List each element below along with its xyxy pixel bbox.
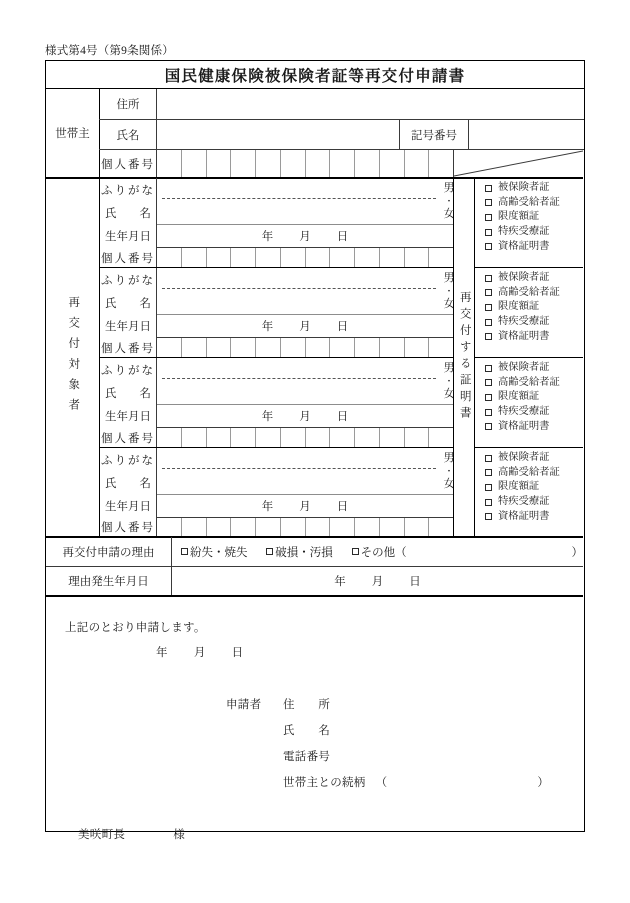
cert-label: 資格証明書 bbox=[498, 240, 550, 252]
reason-options[interactable] bbox=[172, 537, 583, 566]
subject-3-gender-selector[interactable] bbox=[438, 362, 460, 408]
reason-option-label: 破損・汚損 bbox=[275, 546, 333, 559]
applicant-address-label: 住 所 bbox=[283, 699, 331, 711]
declaration-month-label: 月 bbox=[193, 647, 206, 659]
householder-section-label: 世帯主 bbox=[55, 128, 90, 140]
cert-option[interactable] bbox=[485, 451, 583, 466]
my-number-cell[interactable] bbox=[330, 428, 355, 447]
checkbox-icon[interactable] bbox=[485, 199, 492, 206]
reason-option-label: その他 bbox=[360, 546, 396, 559]
cert-label: 資格証明書 bbox=[498, 510, 550, 522]
declaration-date[interactable] bbox=[156, 644, 243, 660]
relation-paren-open: （ bbox=[375, 777, 388, 789]
cert-label: 高齢受給者証 bbox=[498, 196, 560, 208]
my-number-cell[interactable] bbox=[330, 150, 355, 177]
reason-option-lost[interactable] bbox=[181, 544, 248, 560]
my-number-cell[interactable] bbox=[182, 428, 207, 447]
subject-4-name-label: 氏 名 bbox=[105, 478, 151, 490]
my-number-cell[interactable] bbox=[182, 518, 207, 536]
my-number-cell[interactable] bbox=[355, 518, 380, 536]
subject-2-certificates[interactable] bbox=[476, 268, 583, 358]
cert-label: 資格証明書 bbox=[498, 420, 550, 432]
my-number-cell[interactable] bbox=[182, 338, 207, 357]
subject-2-furigana-label: ふりがな bbox=[101, 275, 155, 287]
gender-female[interactable]: 女 bbox=[443, 388, 455, 400]
cert-label: 高齢受給者証 bbox=[498, 376, 560, 388]
subject-1-gender-selector[interactable] bbox=[438, 182, 460, 228]
applicant-phone-value[interactable] bbox=[356, 748, 571, 764]
certificate-section-label: 再交付する証明書 bbox=[458, 291, 471, 423]
cert-option[interactable] bbox=[485, 286, 583, 301]
my-number-cell[interactable] bbox=[256, 518, 281, 536]
cert-label: 資格証明書 bbox=[498, 330, 550, 342]
form-number: 様式第4号（第9条関係） bbox=[45, 45, 174, 57]
checkbox-icon[interactable] bbox=[485, 365, 492, 372]
my-number-cell[interactable] bbox=[405, 248, 430, 267]
my-number-cell[interactable] bbox=[207, 248, 232, 267]
cert-option[interactable] bbox=[485, 509, 583, 524]
my-number-cell[interactable] bbox=[380, 248, 405, 267]
subject-1-my-number-grid[interactable] bbox=[157, 248, 453, 267]
my-number-cell[interactable] bbox=[330, 518, 355, 536]
reason-option-label: 紛失・焼失 bbox=[190, 546, 248, 559]
my-number-cell[interactable] bbox=[207, 518, 232, 536]
householder-symbol-number-value[interactable] bbox=[469, 120, 583, 149]
checkbox-icon[interactable] bbox=[352, 548, 359, 555]
subject-3-birthdate-label: 生年月日 bbox=[105, 411, 151, 423]
my-number-cell[interactable] bbox=[281, 338, 306, 357]
cert-label: 被保険者証 bbox=[498, 452, 550, 464]
checkbox-icon[interactable] bbox=[485, 484, 492, 491]
subject-4-birthdate-label: 生年月日 bbox=[105, 501, 151, 513]
checkbox-icon[interactable] bbox=[485, 333, 492, 340]
subject-2-birthdate-label: 生年月日 bbox=[105, 321, 151, 333]
subject-4-my-number-label: 個人番号 bbox=[101, 522, 155, 534]
my-number-cell[interactable] bbox=[355, 338, 380, 357]
gender-male[interactable]: 男 bbox=[443, 362, 455, 374]
subject-2-name-label: 氏 名 bbox=[105, 298, 151, 310]
declaration-statement: 上記のとおり申請します。 bbox=[65, 622, 206, 634]
checkbox-icon[interactable] bbox=[485, 275, 492, 282]
cert-option[interactable] bbox=[485, 390, 583, 405]
subject-4-my-number-grid[interactable] bbox=[157, 518, 453, 536]
my-number-cell[interactable] bbox=[429, 428, 453, 447]
my-number-cell[interactable] bbox=[281, 150, 306, 177]
applicant-relation-label: 世帯主との続柄 bbox=[283, 777, 366, 789]
my-number-cell[interactable] bbox=[157, 150, 182, 177]
cert-label: 限度額証 bbox=[498, 481, 540, 493]
addressee-row bbox=[78, 826, 185, 842]
my-number-cell[interactable] bbox=[231, 518, 256, 536]
birth-year-label: 年 bbox=[261, 321, 274, 333]
cert-option[interactable] bbox=[485, 315, 583, 330]
my-number-cell[interactable] bbox=[231, 150, 256, 177]
cert-label: 高齢受給者証 bbox=[498, 286, 560, 298]
cert-label: 特疾受療証 bbox=[498, 405, 550, 417]
subject-3-my-number-label: 個人番号 bbox=[101, 432, 155, 445]
my-number-cell[interactable] bbox=[306, 428, 331, 447]
gender-male[interactable]: 男 bbox=[443, 452, 455, 464]
subject-1-furigana-label: ふりがな bbox=[101, 185, 155, 197]
applicant-name-label: 氏 名 bbox=[283, 725, 331, 737]
cert-option[interactable] bbox=[485, 300, 583, 315]
checkbox-icon[interactable] bbox=[485, 423, 492, 430]
cert-label: 特疾受療証 bbox=[498, 495, 550, 507]
checkbox-icon[interactable] bbox=[485, 469, 492, 476]
checkbox-icon[interactable] bbox=[485, 229, 492, 236]
my-number-cell[interactable] bbox=[281, 248, 306, 267]
cert-option[interactable] bbox=[485, 495, 583, 510]
subject-section-label: 再交付対象者 bbox=[67, 295, 80, 419]
my-number-cell[interactable] bbox=[256, 248, 281, 267]
diagonal-strike-area bbox=[454, 150, 583, 177]
my-number-cell[interactable] bbox=[207, 428, 232, 447]
my-number-cell[interactable] bbox=[306, 150, 331, 177]
reason-date-value[interactable] bbox=[172, 567, 583, 595]
reason-label: 再交付申請の理由 bbox=[62, 546, 155, 559]
subject-4-birthdate-value[interactable] bbox=[157, 495, 453, 517]
my-number-cell[interactable] bbox=[330, 248, 355, 267]
my-number-cell[interactable] bbox=[207, 150, 232, 177]
relation-paren-close: ） bbox=[537, 777, 550, 789]
householder-my-number-label: 個人番号 bbox=[101, 158, 155, 171]
cert-label: 限度額証 bbox=[498, 211, 540, 223]
declaration-day-label: 日 bbox=[231, 647, 244, 659]
my-number-cell[interactable] bbox=[157, 338, 182, 357]
reason-month-label: 月 bbox=[371, 576, 384, 588]
birth-month-label: 月 bbox=[299, 231, 311, 243]
checkbox-icon[interactable] bbox=[485, 499, 492, 506]
checkbox-icon[interactable] bbox=[485, 214, 492, 221]
gender-separator: ・ bbox=[444, 376, 454, 386]
birth-day-label: 日 bbox=[336, 321, 349, 333]
my-number-cell[interactable] bbox=[281, 428, 306, 447]
my-number-cell[interactable] bbox=[330, 338, 355, 357]
my-number-cell[interactable] bbox=[207, 338, 232, 357]
my-number-cell[interactable] bbox=[380, 428, 405, 447]
birth-month-label: 月 bbox=[299, 411, 311, 423]
cert-label: 高齢受給者証 bbox=[498, 466, 560, 478]
reason-day-label: 日 bbox=[409, 576, 421, 588]
birth-month-label: 月 bbox=[299, 321, 311, 333]
reason-date-label: 理由発生年月日 bbox=[68, 576, 149, 588]
my-number-cell[interactable] bbox=[405, 150, 430, 177]
birth-year-label: 年 bbox=[261, 501, 274, 513]
my-number-cell[interactable] bbox=[405, 338, 430, 357]
rule-h-reason-bottom bbox=[46, 595, 583, 597]
gender-separator: ・ bbox=[444, 286, 454, 296]
cert-option[interactable] bbox=[485, 466, 583, 481]
checkbox-icon[interactable] bbox=[485, 304, 492, 311]
cert-label: 被保険者証 bbox=[498, 272, 550, 284]
subject-4-furigana-label: ふりがな bbox=[101, 455, 155, 467]
my-number-cell[interactable] bbox=[231, 248, 256, 267]
gender-male[interactable]: 男 bbox=[443, 272, 455, 284]
checkbox-icon[interactable] bbox=[181, 548, 188, 555]
subject-1-birthdate-label: 生年月日 bbox=[105, 231, 151, 243]
reason-option-other[interactable] bbox=[352, 544, 396, 560]
my-number-cell[interactable] bbox=[355, 248, 380, 267]
applicant-phone-label: 電話番号 bbox=[283, 751, 331, 763]
subject-2-my-number-grid[interactable] bbox=[157, 338, 453, 357]
cert-option[interactable] bbox=[485, 361, 583, 376]
subject-4-certificates[interactable] bbox=[476, 448, 583, 536]
checkbox-icon[interactable] bbox=[485, 379, 492, 386]
reason-year-label: 年 bbox=[334, 576, 346, 588]
cert-option[interactable] bbox=[485, 225, 583, 240]
subject-2-my-number-label: 個人番号 bbox=[101, 342, 155, 355]
checkbox-icon[interactable] bbox=[485, 455, 492, 462]
birth-day-label: 日 bbox=[336, 501, 349, 513]
cert-option[interactable] bbox=[485, 271, 583, 286]
birth-day-label: 日 bbox=[336, 231, 349, 243]
gender-female[interactable]: 女 bbox=[443, 298, 455, 310]
subject-1-certificates[interactable] bbox=[476, 178, 583, 267]
checkbox-icon[interactable] bbox=[485, 319, 492, 326]
my-number-cell[interactable] bbox=[380, 150, 405, 177]
subject-1-name-label: 氏 名 bbox=[105, 208, 151, 220]
checkbox-icon[interactable] bbox=[485, 409, 492, 416]
my-number-cell[interactable] bbox=[256, 150, 281, 177]
gender-female[interactable]: 女 bbox=[443, 208, 455, 220]
my-number-cell[interactable] bbox=[306, 248, 331, 267]
cert-label: 特疾受療証 bbox=[498, 315, 550, 327]
my-number-cell[interactable] bbox=[429, 338, 453, 357]
gender-male[interactable]: 男 bbox=[443, 182, 455, 194]
reason-other-paren-open: （ bbox=[395, 546, 407, 559]
checkbox-icon[interactable] bbox=[485, 243, 492, 250]
my-number-cell[interactable] bbox=[306, 518, 331, 536]
my-number-cell[interactable] bbox=[429, 518, 453, 536]
birth-year-label: 年 bbox=[261, 411, 274, 423]
form-title-row bbox=[46, 61, 584, 89]
my-number-cell[interactable] bbox=[429, 248, 453, 267]
cert-option[interactable] bbox=[485, 181, 583, 196]
my-number-cell[interactable] bbox=[182, 248, 207, 267]
checkbox-icon[interactable] bbox=[266, 548, 273, 555]
applicant-relation-row[interactable] bbox=[283, 774, 549, 790]
addressee-honorific: 様 bbox=[173, 829, 186, 841]
subject-3-birthdate-value[interactable] bbox=[157, 405, 453, 427]
my-number-cell[interactable] bbox=[256, 428, 281, 447]
checkbox-icon[interactable] bbox=[485, 513, 492, 520]
my-number-cell[interactable] bbox=[405, 518, 430, 536]
cert-label: 特疾受療証 bbox=[498, 225, 550, 237]
cert-option[interactable] bbox=[485, 419, 583, 434]
subject-3-furigana-label: ふりがな bbox=[101, 365, 155, 377]
my-number-cell[interactable] bbox=[355, 150, 380, 177]
applicant-label: 申請者 bbox=[226, 699, 262, 711]
my-number-cell[interactable] bbox=[256, 338, 281, 357]
cert-option[interactable] bbox=[485, 480, 583, 495]
birth-month-label: 月 bbox=[299, 501, 311, 513]
cert-label: 限度額証 bbox=[498, 301, 540, 313]
my-number-cell[interactable] bbox=[380, 338, 405, 357]
householder-symbol-number-label: 記号番号 bbox=[411, 129, 457, 142]
subject-2-gender-selector[interactable] bbox=[438, 272, 460, 318]
my-number-cell[interactable] bbox=[157, 248, 182, 267]
cert-option[interactable] bbox=[485, 196, 583, 211]
reason-other-paren-close: ） bbox=[571, 546, 583, 559]
householder-name-value[interactable] bbox=[157, 120, 399, 149]
my-number-cell[interactable] bbox=[355, 428, 380, 447]
subject-3-name-label: 氏 名 bbox=[105, 388, 151, 400]
addressee-name: 美咲町長 bbox=[78, 829, 126, 841]
householder-address-label: 住所 bbox=[116, 99, 140, 111]
cert-option[interactable] bbox=[485, 376, 583, 391]
cert-label: 限度額証 bbox=[498, 391, 540, 403]
checkbox-icon[interactable] bbox=[485, 289, 492, 296]
gender-female[interactable]: 女 bbox=[443, 478, 455, 490]
my-number-cell[interactable] bbox=[231, 338, 256, 357]
my-number-cell[interactable] bbox=[380, 518, 405, 536]
my-number-cell[interactable] bbox=[281, 518, 306, 536]
applicant-name-value[interactable] bbox=[356, 722, 571, 738]
cert-option[interactable] bbox=[485, 210, 583, 225]
reason-option-damaged[interactable] bbox=[266, 544, 333, 560]
subject-3-certificates[interactable] bbox=[476, 358, 583, 447]
subject-4-gender-selector[interactable] bbox=[438, 452, 460, 498]
cert-option[interactable] bbox=[485, 239, 583, 254]
applicant-address-value[interactable] bbox=[356, 696, 571, 712]
declaration-year-label: 年 bbox=[156, 647, 168, 659]
checkbox-icon[interactable] bbox=[485, 185, 492, 192]
checkbox-icon[interactable] bbox=[485, 394, 492, 401]
subject-1-my-number-label: 個人番号 bbox=[101, 252, 155, 265]
birth-year-label: 年 bbox=[261, 231, 274, 243]
cert-label: 被保険者証 bbox=[498, 362, 550, 374]
my-number-cell[interactable] bbox=[157, 518, 182, 536]
birth-day-label: 日 bbox=[336, 411, 349, 423]
subject-1-birthdate-value[interactable] bbox=[157, 225, 453, 247]
cert-option[interactable] bbox=[485, 329, 583, 344]
my-number-cell[interactable] bbox=[306, 338, 331, 357]
subject-2-birthdate-value[interactable] bbox=[157, 315, 453, 337]
householder-name-label: 氏名 bbox=[116, 129, 140, 142]
householder-my-number-grid[interactable] bbox=[157, 150, 453, 177]
gender-separator: ・ bbox=[444, 196, 454, 206]
householder-address-value[interactable] bbox=[157, 89, 583, 119]
my-number-cell[interactable] bbox=[429, 150, 453, 177]
subject-3-my-number-grid[interactable] bbox=[157, 428, 453, 447]
my-number-cell[interactable] bbox=[405, 428, 430, 447]
my-number-cell[interactable] bbox=[231, 428, 256, 447]
form-frame bbox=[45, 60, 585, 841]
page-title: 国民健康保険被保険者証等再交付申請書 bbox=[164, 67, 466, 85]
my-number-cell[interactable] bbox=[157, 428, 182, 447]
my-number-cell[interactable] bbox=[182, 150, 207, 177]
cert-label: 被保険者証 bbox=[498, 182, 550, 194]
cert-option[interactable] bbox=[485, 405, 583, 420]
gender-separator: ・ bbox=[444, 466, 454, 476]
